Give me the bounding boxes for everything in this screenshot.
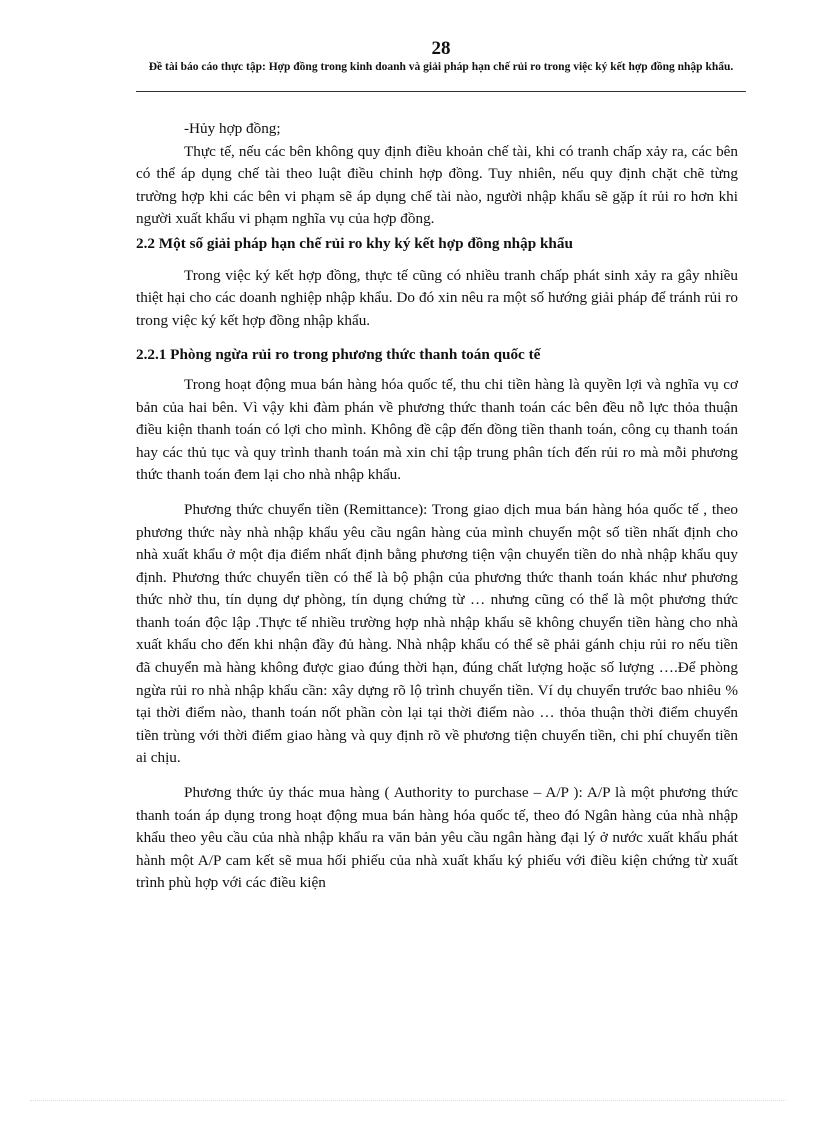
page-number: 28 [431,38,451,59]
header-divider [136,91,746,92]
paragraph-intro-solutions: Trong việc ký kết hợp đồng, thực tế cũng có nhiều tranh chấp phát sinh xảy ra gây nhiều thiệt hại cho các doanh nghiệp nhập khẩu. Do đó xin nêu ra một số hướng giải pháp để tránh rủi ro trong việc ký kết hợp đồng nhập khẩu. [136,266,738,329]
paragraph-penalty-clause: Thực tế, nếu các bên không quy định điều khoản chế tài, khi có tranh chấp xảy ra, các bên có thể áp dụng chế tài theo luật điều chỉnh hợp đồng. Tuy nhiên, nếu quy định chặt chẽ từng trường hợp khi các bên vi phạm sẽ áp dụng chế tài nào, người nhập khẩu sẽ gặp ít rủi ro hơn khi người xuất khẩu vi phạm nghĩa vụ của hợp đồng. [136,142,738,228]
footer-dotted-line [30,1100,786,1101]
document-body [136,118,738,895]
paragraph-remittance: Phương thức chuyển tiền (Remittance): Trong giao dịch mua bán hàng hóa quốc tế , theo phương thức này nhà nhập khẩu yêu cầu ngân hàng của mình chuyển một số tiền nhất định cho nhà xuất khẩu ở một địa điểm nhất định bằng phương tiện vận chuyển tiền do nhà nhập khẩu quy định. Phương thức chuyển tiền có thể là bộ phận của phương thức thanh toán khác như phương thức nhờ thu, tín dụng dự phòng, tín dụng chứng từ … nhưng cũng có thể là một phương thức thanh toán độc lập .Thực tế nhiều trường hợp nhà nhập khẩu sẽ không chuyển tiền hàng cho nhà xuất khẩu cho đến khi nhận đầy đủ hàng. Nhà nhập khẩu có thể sẽ phải gánh chịu rủi ro nếu tiền đã chuyển mà hàng không được giao đúng thời hạn, đúng chất lượng hoặc số lượng ….Để phòng ngừa rủi ro nhà nhập khẩu cần: xây dựng rõ lộ trình chuyển tiền. Ví dụ chuyển trước bao nhiêu % tại thời điểm nào, thanh toán nốt phần còn lại tại thời điểm nào … thỏa thuận thời điểm chuyển tiền trùng với thời điểm giao hàng và quy định rõ về phương tiện chuyển tiền, chi phí chuyển tiền ai chịu. [136,500,738,767]
section-heading-2-2: 2.2 Một số giải pháp hạn chế rủi ro khy ký kết hợp đồng nhập khẩu [136,234,573,252]
running-title: Đề tài báo cáo thực tập: Hợp đồng trong kinh doanh và giải pháp hạn chế rủi ro trong việc ký kết hợp đồng nhập khẩu. [148,61,734,73]
page-header [136,38,746,74]
paragraph-payment-overview: Trong hoạt động mua bán hàng hóa quốc tế, thu chi tiền hàng là quyền lợi và nghĩa vụ cơ bản của hai bên. Vì vậy khi đàm phán về phương thức thanh toán các bên đều nỗ lực thỏa thuận điều kiện thanh toán có lợi cho mình. Không đề cập đến đồng tiền thanh toán, công cụ thanh toán hay các thủ tục và quy trình thanh toán mà xin chỉ tập trung phân tích đến rủi ro mà mỗi phương thức thanh toán đem lại cho nhà nhập khẩu. [136,375,738,484]
paragraph-cancel-contract: -Hủy hợp đồng; [184,120,281,137]
paragraph-authority-to-purchase: Phương thức ủy thác mua hàng ( Authority to purchase – A/P ): A/P là một phương thức thanh toán áp dụng trong hoạt động mua bán hàng hóa quốc tế, theo đó Ngân hàng của nhà nhập khẩu theo yêu cầu của nhà nhập khẩu ra văn bản yêu cầu ngân hàng đại lý ở nước xuất khẩu phát hành một A/P cam kết sẽ mua hối phiếu của nhà xuất khẩu ký phiếu với điều kiện chứng từ xuất trình phù hợp với các điều kiện [136,784,738,892]
section-heading-2-2-1: 2.2.1 Phòng ngừa rủi ro trong phương thức thanh toán quốc tế [136,346,541,364]
